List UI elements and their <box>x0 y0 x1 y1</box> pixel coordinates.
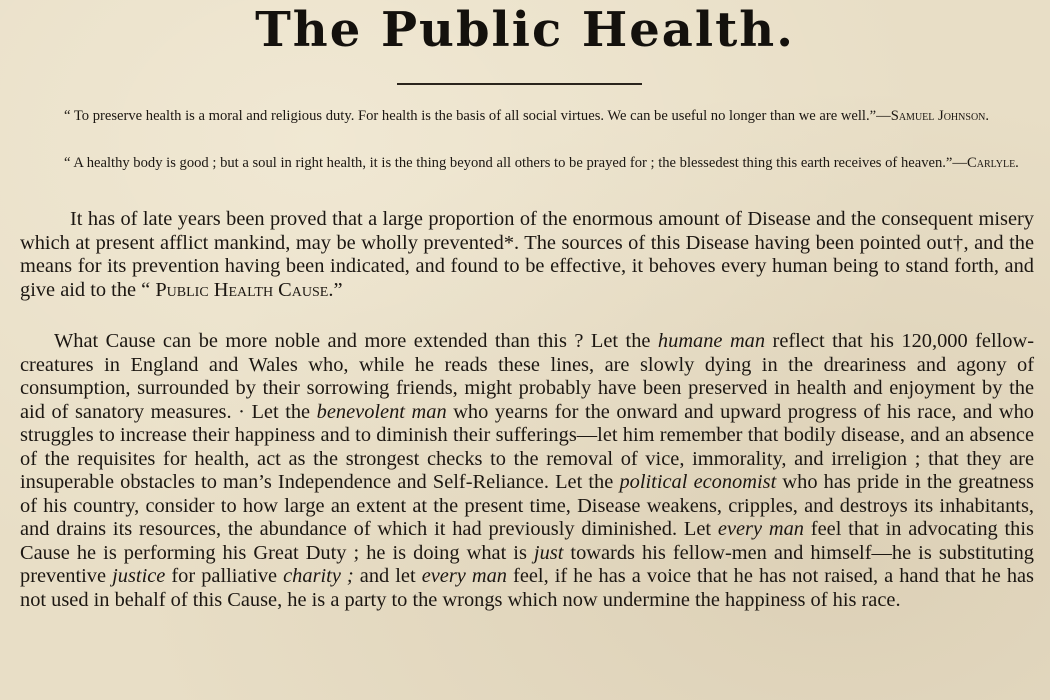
page-title: The Public Health. <box>255 2 795 58</box>
emphasis-text: charity ; <box>283 565 354 587</box>
epigraph-quote <box>20 107 1036 126</box>
title-rule <box>397 83 642 85</box>
paragraph-text: and let <box>353 565 422 587</box>
paragraph-text: reflect that his 120,000 fellow-creatures in England and Wales who, while he reads these lines, are slowly dying in the dreariness and agony of consumption, surrounded by their sorrowing friends, might probably have been preserved in health and enjoyment by the aid of sanatory measures. · Let the <box>20 330 1035 423</box>
body-paragraph <box>20 208 1034 302</box>
paragraph-text: who yearns for the onward and upward progress of his race, and who struggles to increase their happiness and to diminish their sufferings—let him remember that bodily disease, and an absence of the requisites for health, act as the strongest checks to the removal of vice, immorality, and irreligion ; that they are insuperable obstacles to man’s Independence and Self-Reliance. Let the <box>20 400 1035 493</box>
emphasis-text: justice <box>112 565 166 587</box>
paragraph-text: What Cause can be more noble and more extended than this ? Let the <box>54 330 658 352</box>
quote-author: Samuel Johnson. <box>890 108 990 124</box>
paragraph-text: for palliative <box>165 565 284 587</box>
cause-name: Public Health Cause. <box>155 278 334 301</box>
emphasis-text: benevolent man <box>316 400 447 423</box>
emphasis-text: every man <box>421 565 507 587</box>
epigraph-quote <box>20 154 1036 173</box>
emphasis-text: humane man <box>657 330 766 352</box>
body-paragraph <box>20 330 1034 612</box>
quote-text: “ A healthy body is good ; but a soul in right health, it is the thing beyond all others to be prayed for ; the blessedest thing this earth receives of heaven.”— <box>64 155 967 171</box>
paragraph-text: It has of late years been proved that a large proportion of the enormous amount of Disease and the consequent misery which at present afflict mankind, may be wholly prevented*. The sources of this Disease having been pointed out†, and the means for its prevention having been indicated, and found to be effective, it behoves every human being to stand forth, and give aid to the “ <box>20 208 1034 301</box>
paragraph-text: towards his fellow-men and himself—he is substituting preventive <box>20 541 1034 587</box>
quote-text: “ To preserve health is a moral and religious duty. For health is the basis of all social virtues. We can be useful no longer than we are well.”— <box>64 108 891 124</box>
paragraph-text: who has pride in the greatness of his country, consider to how large an extent at the present time, Disease weakens, cripples, and destroys its inhabitants, and drains its resources, the abundance of which it had previously diminished. Let <box>20 471 1034 540</box>
emphasis-text: every man <box>717 518 804 540</box>
quote-author: Carlyle. <box>967 155 1019 171</box>
emphasis-text: just <box>533 541 564 564</box>
paragraph-text: ” <box>333 278 343 301</box>
paragraph-text: feel, if he has a voice that he has not raised, a hand that he has not used in behalf of this Cause, he is a party to the wrongs which now undermine the happiness of his race. <box>20 565 1034 611</box>
emphasis-text: political economist <box>619 471 777 493</box>
paragraph-text: feel that in advocating this Cause he is performing his Great Duty ; he is doing what is <box>20 518 1034 564</box>
